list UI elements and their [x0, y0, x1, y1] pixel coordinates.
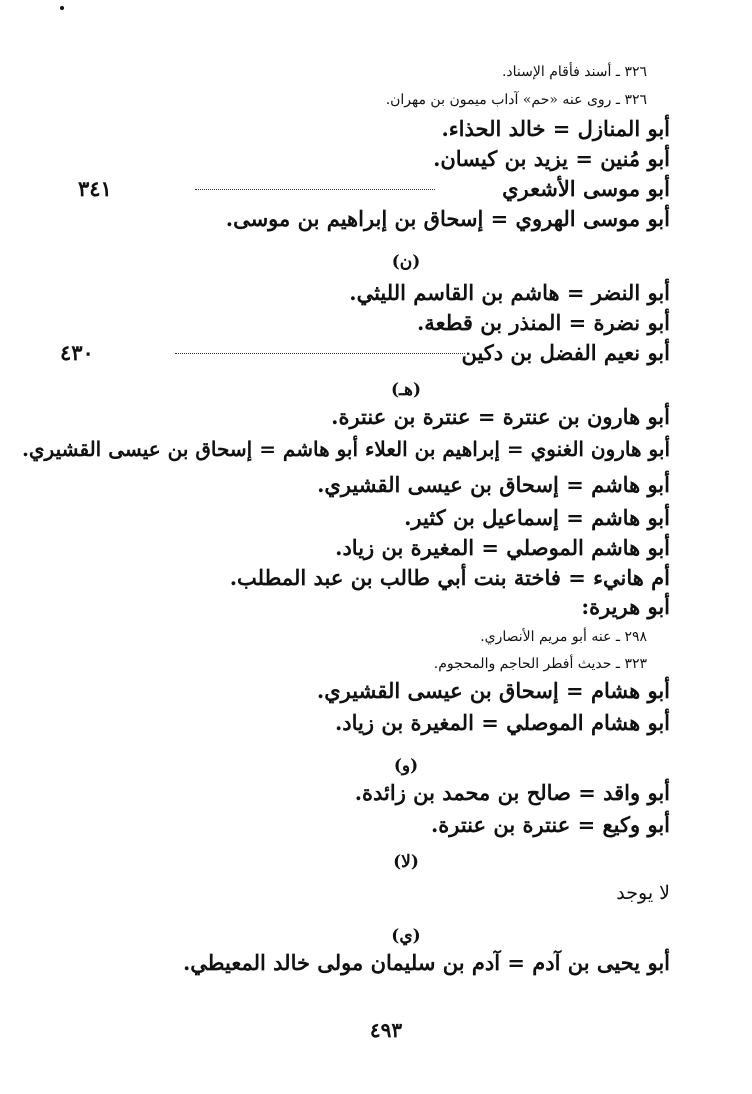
page-reference: ٤٣٠: [60, 340, 94, 365]
section-heading-la: (لا): [393, 852, 419, 872]
index-entry: أبو هاشم = إسماعيل بن كثير.: [404, 505, 670, 530]
index-entry: أبو نضرة = المنذر بن قطعة.: [417, 310, 670, 335]
section-heading-nun: (ن): [391, 252, 421, 272]
index-entry: أبو موسى الهروي = إسحاق بن إبراهيم بن موسى.: [225, 206, 670, 231]
index-entry: أبو هاشم = إسحاق بن عيسى القشيري.: [317, 472, 670, 497]
index-entry: أبو هاشم الموصلي = المغيرة بن زياد.: [335, 535, 670, 560]
section-heading-ha: (هـ): [390, 380, 422, 400]
index-entry: أبو وكيع = عنترة بن عنترة.: [430, 812, 670, 837]
entry-text: أبو موسى الأشعري: [502, 176, 670, 201]
index-entry-with-page: [60, 340, 670, 365]
index-entry: أبو مُنين = يزيد بن كيسان.: [433, 146, 670, 171]
index-entry: أبو يحيى بن آدم = آدم بن سليمان مولى خالد المعيطي.: [182, 950, 670, 975]
sub-note: ٣٢٣ ـ حديث أفطر الحاجم والمحجوم.: [433, 656, 647, 672]
index-entry: أبو النضر = هاشم بن القاسم الليثي.: [349, 280, 670, 305]
index-entry: أبو واقد = صالح بن محمد بن زائدة.: [354, 780, 670, 805]
page-reference: ٣٤١: [78, 176, 112, 201]
sub-note: ٣٢٦ ـ روى عنه «حم» آداب ميمون بن مهران.: [385, 92, 647, 108]
index-entry: أبو المنازل = خالد الحذاء.: [441, 116, 670, 141]
page-number: ٤٩٣: [369, 1018, 403, 1042]
index-entry: أبو هريرة:: [581, 594, 670, 619]
index-entry: أبو هشام الموصلي = المغيرة بن زياد.: [334, 710, 670, 735]
empty-section-note: لا يوجد: [616, 882, 670, 904]
index-entry: أبو هارون بن عنترة = عنترة بن عنترة.: [331, 404, 670, 429]
section-heading-ya: (ي): [391, 926, 421, 946]
leader-dots: [195, 189, 435, 190]
section-heading-waw: (و): [393, 756, 419, 776]
index-entry: أبو هارون الغنوي = إبراهيم بن العلاء أبو هاشم = إسحاق بن عيسى القشيري.: [21, 437, 670, 461]
leader-dots: [175, 353, 465, 354]
corner-mark: [60, 6, 64, 10]
entry-text: أبو نعيم الفضل بن دكين: [461, 340, 670, 365]
sub-note: ٢٩٨ ـ عنه أبو مريم الأنصاري.: [480, 629, 647, 645]
index-entry-with-page: [60, 176, 670, 201]
sub-note: ٣٢٦ ـ أسند فأقام الإسناد.: [501, 64, 647, 80]
index-entry: أم هانيء = فاختة بنت أبي طالب بن عبد المطلب.: [229, 565, 670, 590]
index-entry: أبو هشام = إسحاق بن عيسى القشيري.: [316, 678, 670, 703]
